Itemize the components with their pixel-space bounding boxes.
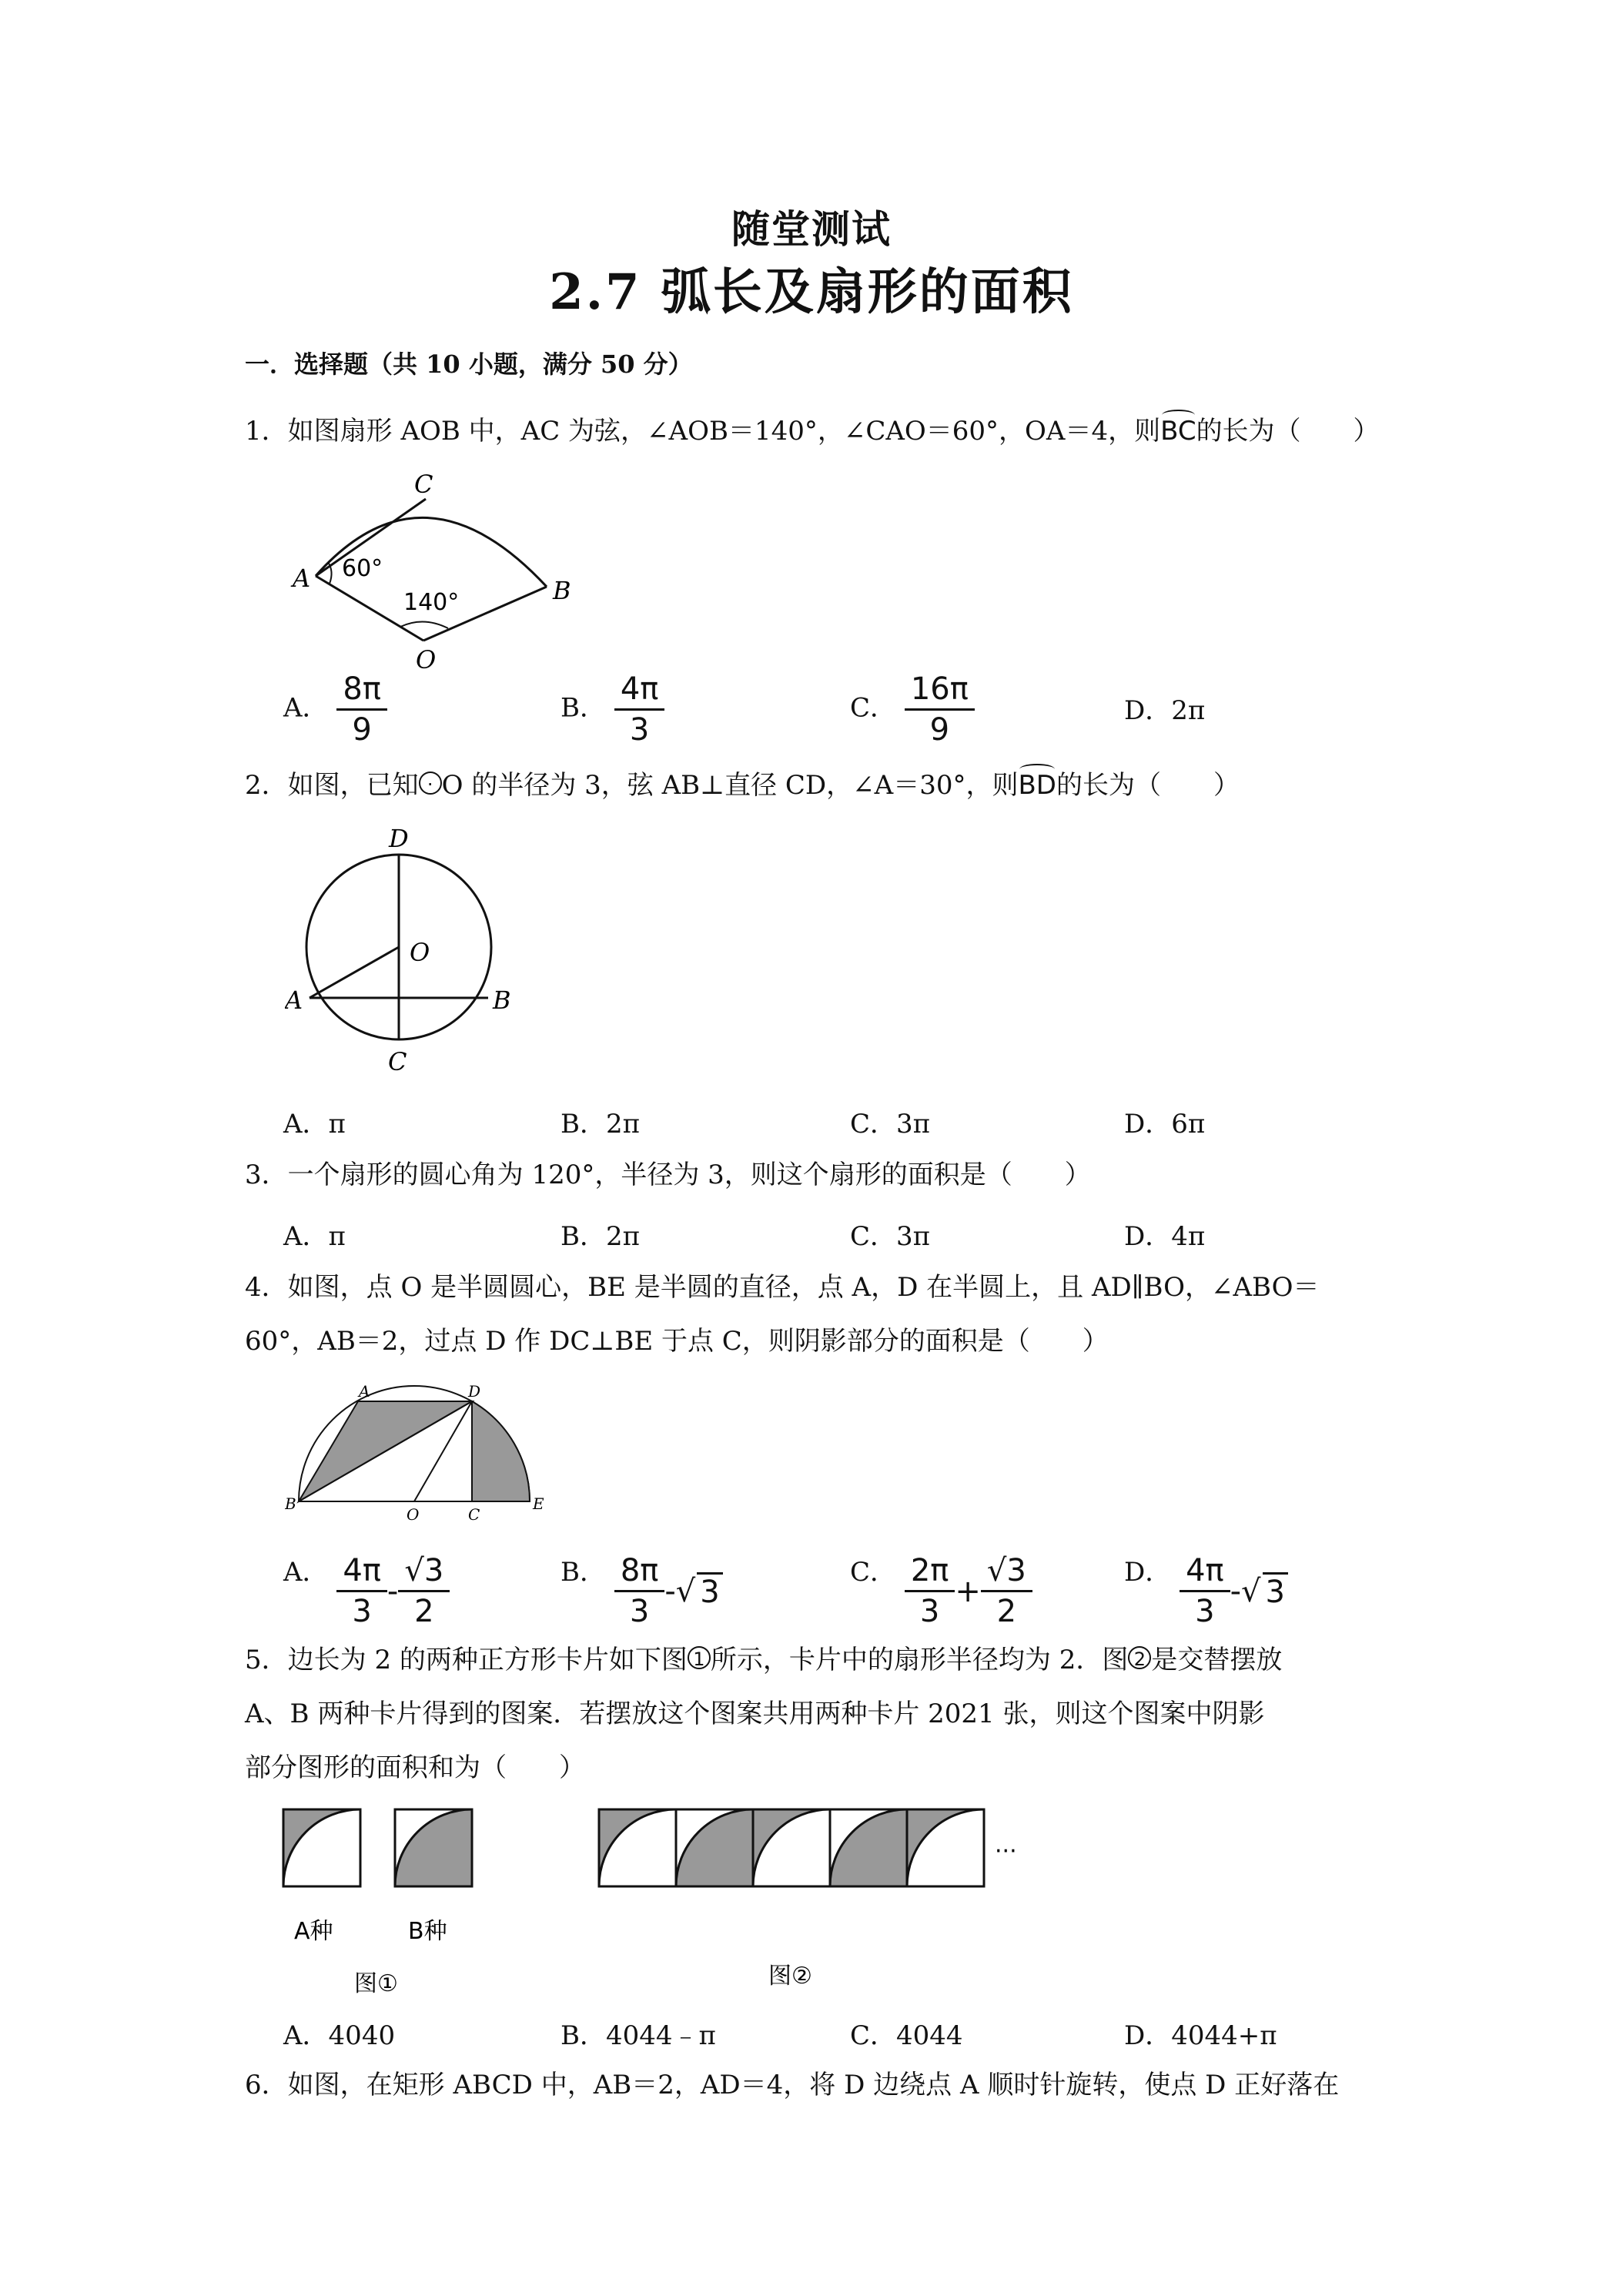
q4-option-d[interactable]: D． $\frac{4\pi}{3}$ - √ 3 (1124, 1551, 1288, 1629)
label-d: D (389, 824, 409, 853)
question-1 (245, 416, 1380, 447)
pattern-ellipsis: ··· (995, 1838, 1017, 1865)
arc-bd: BD (1018, 770, 1056, 801)
figure-5-cards (277, 1802, 1047, 2010)
angle-mark-o (400, 621, 448, 628)
label-b: B (285, 1494, 296, 1513)
figure-1-sector (277, 462, 601, 670)
question-4-line-1: 4．如图，点 O 是半圆圆心，BE 是半圆的直径，点 A，D 在半圆上，且 AD∥BO，∠ABO＝ (245, 1272, 1320, 1303)
q3-option-a[interactable]: A．π (283, 1221, 346, 1252)
label-figure-1: 图① (354, 1970, 398, 1997)
q4-option-b[interactable]: B． $\frac{8\pi}{3}$ - √ 3 (561, 1551, 723, 1629)
label-angle-140: 140° (403, 589, 460, 616)
q5-option-d[interactable]: D．4044+π (1124, 2020, 1277, 2051)
q2-option-b[interactable]: B．2π (561, 1109, 640, 1140)
label-angle-60: 60° (342, 555, 383, 582)
arc-bc: BC (1160, 416, 1196, 447)
q4-option-a[interactable]: A． $\frac{4\pi}{3}$ - $\frac{√3}{2}$ (283, 1551, 450, 1629)
q1-option-b[interactable]: B． $\frac{4\pi}{3}$ (561, 671, 664, 748)
card-a (283, 1809, 360, 1886)
mark-2: 2 (1128, 1646, 1151, 1669)
q3-option-d[interactable]: D．4π (1124, 1221, 1206, 1252)
question-1-text: 1．如图扇形 AOB 中，AC 为弦，∠AOB＝140°，∠CAO＝60°，OA＝4，则 (245, 416, 1161, 447)
question-5-line-1: 5．边长为 2 的两种正方形卡片如下图 1 所示，卡片中的扇形半径均为 2．图 2 是交替摆放 (245, 1645, 1283, 1675)
label-b: B (553, 576, 571, 605)
q1-option-a[interactable]: A． $\frac{8\pi}{9}$ (283, 671, 387, 748)
circle-symbol: · (419, 771, 442, 795)
question-3: 3．一个扇形的圆心角为 120°，半径为 3，则这个扇形的面积是（ ） (245, 1160, 1091, 1190)
question-5-line-3: 部分图形的面积和为（ ） (245, 1752, 585, 1783)
q4-option-c[interactable]: C． $\frac{2\pi}{3}$ + $\frac{√3}{2}$ (850, 1551, 1032, 1629)
q3-option-c[interactable]: C．3π (850, 1221, 930, 1252)
q2-option-a[interactable]: A．π (283, 1109, 346, 1140)
q2-option-d[interactable]: D．6π (1124, 1109, 1206, 1140)
question-4-line-2: 60°，AB＝2，过点 D 作 DC⊥BE 于点 C，则阴影部分的面积是（ ） (245, 1326, 1109, 1357)
label-o: O (416, 645, 437, 670)
label-c: C (414, 470, 433, 499)
shaded-region-2 (472, 1401, 530, 1501)
q5-option-c[interactable]: C．4044 (850, 2020, 963, 2051)
question-2: 2．如图，已知 · O 的半径为 3，弦 AB⊥直径 CD，∠A＝30°，则BD的长为（ ） (245, 770, 1240, 801)
page-title: 随堂测试 (731, 206, 892, 252)
q5-option-a[interactable]: A．4040 (283, 2020, 396, 2051)
question-5-line-2: A、B 两种卡片得到的图案．若摆放这个图案共用两种卡片 2021 张，则这个图案中阴影 (245, 1699, 1265, 1729)
page-subtitle: 2.7 弧长及扇形的面积 (549, 263, 1074, 321)
card-b (395, 1809, 472, 1886)
label-figure-2: 图② (768, 1963, 812, 1990)
label-c: C (388, 1047, 407, 1076)
q3-option-b[interactable]: B．2π (561, 1221, 640, 1252)
label-o: O (410, 938, 430, 967)
label-o: O (407, 1505, 420, 1524)
label-a: A (293, 564, 311, 593)
card-pattern (599, 1809, 984, 1886)
label-c: C (468, 1505, 480, 1524)
label-card-a: A种 (294, 1918, 333, 1945)
figure-2-circle (285, 824, 531, 1086)
question-1-text-end: 的长为（ ） (1196, 416, 1380, 447)
label-b: B (493, 986, 511, 1015)
label-card-b: B种 (408, 1918, 447, 1945)
mark-1: 1 (688, 1646, 711, 1669)
label-a: A (359, 1382, 370, 1401)
section-heading: 一．选择题（共 10 小题，满分 50 分） (245, 350, 693, 379)
q5-option-b[interactable]: B．4044﹣π (561, 2020, 716, 2051)
q2-option-c[interactable]: C．3π (850, 1109, 930, 1140)
label-a: A (285, 986, 303, 1015)
label-d: D (468, 1382, 481, 1401)
label-e: E (533, 1494, 544, 1513)
question-6: 6．如图，在矩形 ABCD 中，AB＝2，AD＝4，将 D 边绕点 A 顺时针旋转，使点 D 正好落在 (245, 2070, 1340, 2100)
q1-option-d[interactable]: D．2π (1124, 695, 1206, 726)
q1-option-c[interactable]: C． $\frac{16\pi}{9}$ (850, 671, 975, 748)
radius-oa (310, 947, 399, 998)
figure-4-semicircle (285, 1378, 554, 1525)
